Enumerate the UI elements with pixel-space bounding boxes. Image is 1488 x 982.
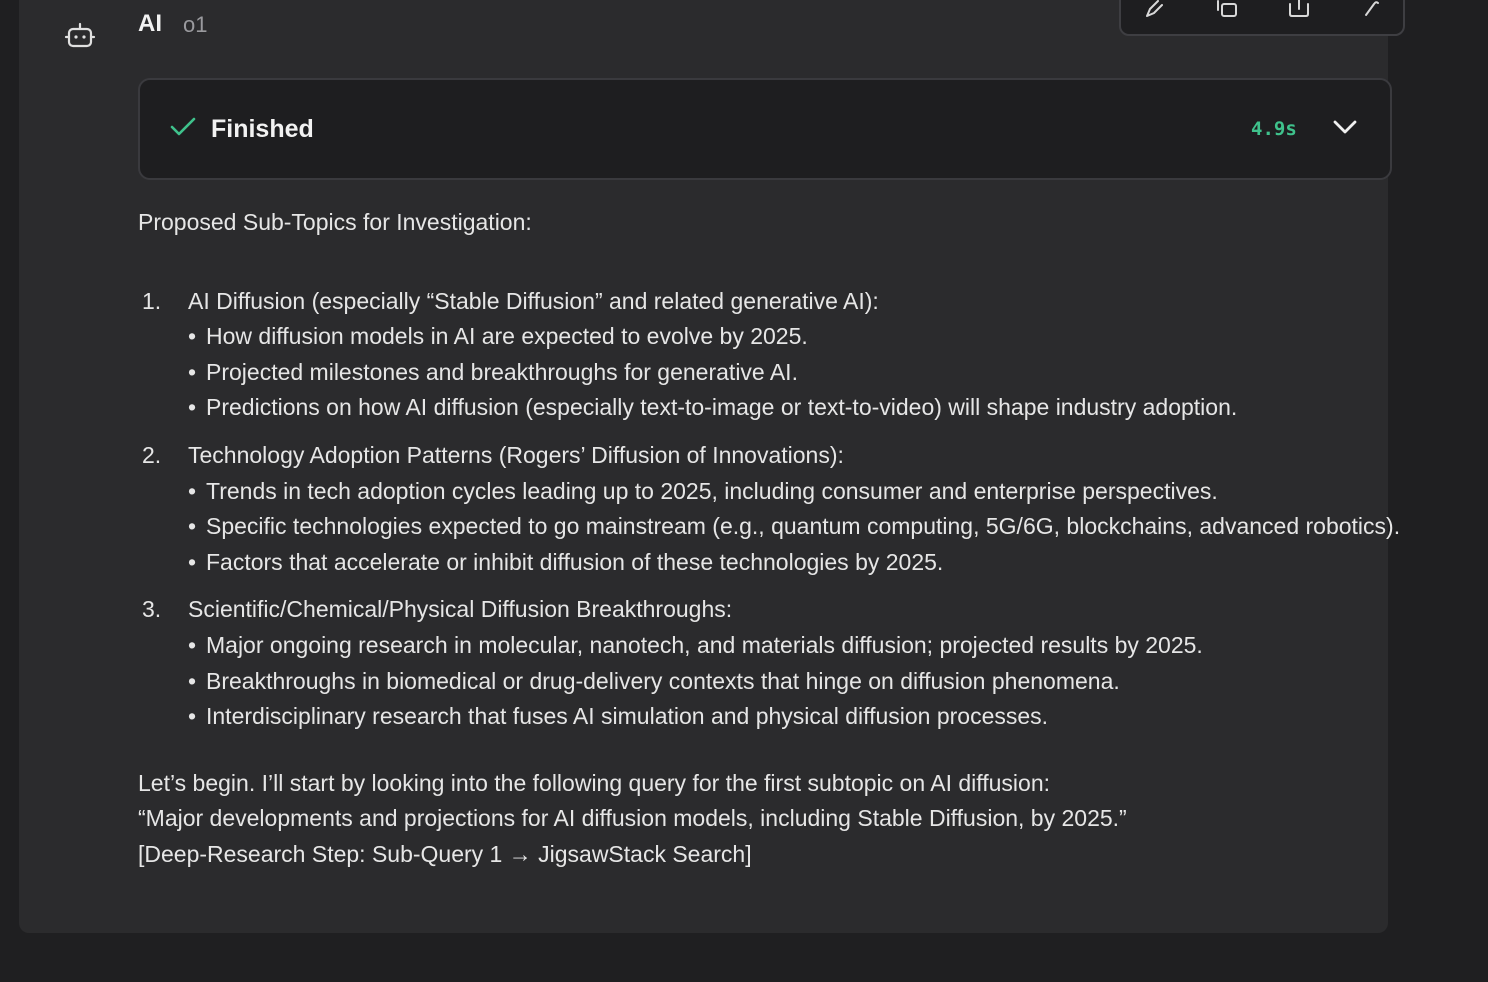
copy-icon[interactable] [1213, 0, 1241, 18]
attach-icon[interactable] [1357, 0, 1385, 18]
reasoning-status-panel[interactable] [138, 78, 1392, 180]
bullet-item: • How diffusion models in AI are expected to evolve by 2025. [188, 323, 808, 350]
list-number: 3. [142, 596, 162, 623]
message-body [138, 205, 1403, 873]
intro-text: Proposed Sub-Topics for Investigation: [138, 209, 532, 235]
bullet-item: • Interdisciplinary research that fuses AI simulation and physical diffusion processes. [188, 703, 1049, 730]
check-icon [170, 116, 196, 138]
message-toolbar [1119, 0, 1405, 36]
query-line: “Major developments and projections for AI diffusion models, including Stable Diffusion, by 2025.” [138, 805, 1127, 832]
bullet-item: • Factors that accelerate or inhibit diffusion of these technologies by 2025. [188, 548, 944, 575]
assistant-message-card [19, 0, 1401, 933]
edit-icon[interactable] [1141, 0, 1169, 18]
list-number: 2. [142, 441, 162, 468]
subtopic-list [138, 284, 1403, 735]
robot-icon [64, 20, 96, 52]
bullet-item: • Projected milestones and breakthroughs for generative AI. [188, 358, 798, 385]
list-item [138, 284, 1403, 426]
chevron-down-icon[interactable] [1332, 118, 1358, 136]
share-icon[interactable] [1285, 0, 1313, 18]
list-number: 1. [142, 287, 162, 314]
status-label: Finished [211, 115, 314, 143]
bullet-item: • Major ongoing research in molecular, nanotech, and materials diffusion; projected results by 2025. [188, 631, 1203, 658]
sender-name: AI [138, 10, 162, 37]
topic-title: Technology Adoption Patterns (Rogers’ Diffusion of Innovations): [188, 441, 844, 468]
closing-line: Let’s begin. I’ll start by looking into the following query for the first subtopic on AI diffusion: [138, 769, 1051, 796]
bullet-item: • Breakthroughs in biomedical or drug-delivery contexts that hinge on diffusion phenomena. [188, 667, 1120, 694]
elapsed-time: 4.9s [1251, 118, 1297, 140]
research-step-line: [Deep-Research Step: Sub-Query 1 → JigsawStack Search] [138, 840, 752, 867]
bullet-item: • Specific technologies expected to go mainstream (e.g., quantum computing, 5G/6G, blockchains, advanced robotics). [188, 513, 1401, 540]
topic-title: AI Diffusion (especially “Stable Diffusion” and related generative AI): [188, 287, 879, 314]
closing-text [138, 766, 1403, 873]
list-item [138, 438, 1403, 580]
model-name: o1 [183, 12, 208, 37]
bullet-item: • Trends in tech adoption cycles leading up to 2025, including consumer and enterprise perspectives. [188, 477, 1218, 504]
topic-title: Scientific/Chemical/Physical Diffusion Breakthroughs: [188, 596, 733, 623]
bullet-item: • Predictions on how AI diffusion (especially text-to-image or text-to-video) will shape industry adoption. [188, 394, 1238, 421]
list-item [138, 592, 1403, 734]
